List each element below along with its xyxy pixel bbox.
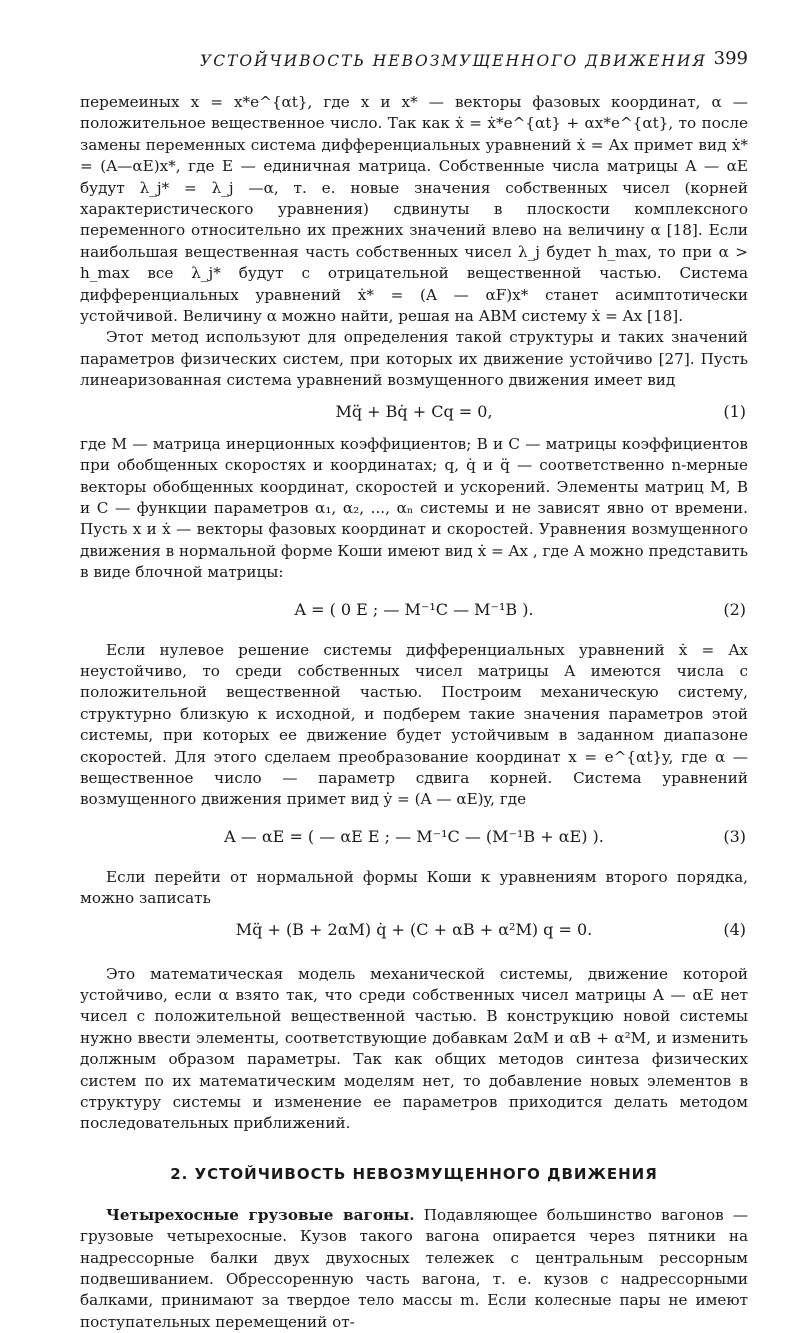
equation-3-formula: A — αE = ( — αE E ; — M⁻¹C — (M⁻¹B + αE) ). (224, 826, 604, 846)
paragraph-6: Это математическая модель механической системы, движение которой устойчиво, если α взято так, что среди собственных чисел матрицы A — αE нет чисел с положительной вещественной частью. В конструкцию новой системы нужно ввести элементы, соответствующие добавкам 2αM и αB + α²M, и изменить должным образом параметры. Так как общих методов синтеза физических систем по их математическим моделям нет, то добавление новых элементов в структуру системы и изменение ее параметров приходится делать методом последовательных приближений. (80, 964, 748, 1133)
paragraph-1: перемеиных x = x*e^{αt}, где x и x* — векторы фазовых координат, α — положительное вещественное число. Так как ẋ = ẋ*e^{αt} + αx*e^{αt}, то после замены переменных система дифференциальных уравнений ẋ = Ax примет вид ẋ* = (A—αE)x*, где E — единичная матрица. Собственные числа матрицы A — αE будут λ_j* = λ_j —α, т. е. новые значения собственных чисел (корней характеристического уравнения) сдвинуты в плоскости комплексного переменного относительно их прежних значений влево на величину α [18]. Если наибольшая вещественная часть собственных чисел λ_j будет h_max, то при α > h_max все λ_j* будут с отрицательной вещественной частью. Система дифференциальных уравнений ẋ* = (A — αF)x* станет асимптотически устойчивой. Величину α можно найти, решая на АВМ систему ẋ = Ax [18]. (80, 93, 748, 326)
equation-2 (80, 584, 748, 640)
paragraph-7-text: Подавляющее большинство вагонов — грузовые четырехосные. Кузов такого вагона опирается через пятники на надрессорные балки двух двухосных тележек с центральным рессорным подвешиванием. Обрессоренную часть вагона, т. е. кузов с надрессорными балками, принимают за твердое тело массы m. Если колесные пары не имеют поступательных перемещений от- (80, 1205, 749, 1331)
paragraph-3: где M — матрица инерционных коэффициентов; B и C — матрицы коэффициентов при обобщенных скоростях и координатах; q, q̇ и q̈ — соответственно n-мерные векторы обобщенных координат, скоростей и ускорений. Элементы матриц M, B и C — функции параметров α₁, α₂, ..., αₙ системы и не зависят явно от времени. Пусть x и ẋ — векторы фазовых координат и скоростей. Уравнения возмущенного движения в нормальной форме Коши имеют вид ẋ = Ax , где A можно представить в виде блочной матрицы: (80, 434, 748, 582)
equation-1 (80, 392, 748, 434)
paragraph-4: Если нулевое решение системы дифференциальных уравнений ẋ = Ax неустойчиво, то среди собственных чисел матрицы A имеются числа с положительной вещественной частью. Построим механическую систему, структурно близкую к исходной, и подберем такие значения параметров этой системы, при которых ее движение будет устойчивым в заданном диапазоне скоростей. Для этого сделаем преобразование координат x = e^{αt}y, где α — вещественное число — параметр сдвига корней. Система уравнений возмущенного движения примет вид ẏ = (A — αE)y, где (80, 640, 748, 809)
equation-2-number: (2) (723, 599, 746, 619)
equation-4-formula: Mq̈ + (B + 2αM) q̇ + (C + αB + α²M) q = 0. (235, 919, 593, 939)
equation-1-formula: Mq̈ + Bq̇ + Cq = 0, (335, 401, 493, 421)
equation-2-formula: A = ( 0 E ; — M⁻¹C — M⁻¹B ). (294, 599, 534, 619)
page-header (60, 42, 748, 72)
page-body (80, 92, 748, 1333)
paragraph-5: Если перейти от нормальной формы Коши к уравнениям второго порядка, можно записать (80, 867, 748, 908)
equation-4 (80, 910, 748, 952)
equation-3 (80, 811, 748, 867)
equation-3-number: (3) (723, 826, 746, 846)
section-title: 2. УСТОЙЧИВОСТЬ НЕВОЗМУЩЕННОГО ДВИЖЕНИЯ (170, 1164, 658, 1183)
page-number: 399 (713, 48, 748, 69)
paragraph-7 (80, 1205, 748, 1333)
equation-1-number: (1) (723, 401, 746, 421)
paragraph-2: Этот метод используют для определения такой структуры и таких значений параметров физических систем, при которых их движение устойчиво [27]. Пусть линеаризованная система уравнений возмущенного движения имеет вид (80, 328, 748, 390)
paragraph-7-lead: Четырехосные грузовые вагоны. (106, 1205, 415, 1224)
equation-4-number: (4) (723, 919, 746, 939)
running-title: УСТОЙЧИВОСТЬ НЕВОЗМУЩЕННОГО ДВИЖЕНИЯ (200, 52, 707, 70)
